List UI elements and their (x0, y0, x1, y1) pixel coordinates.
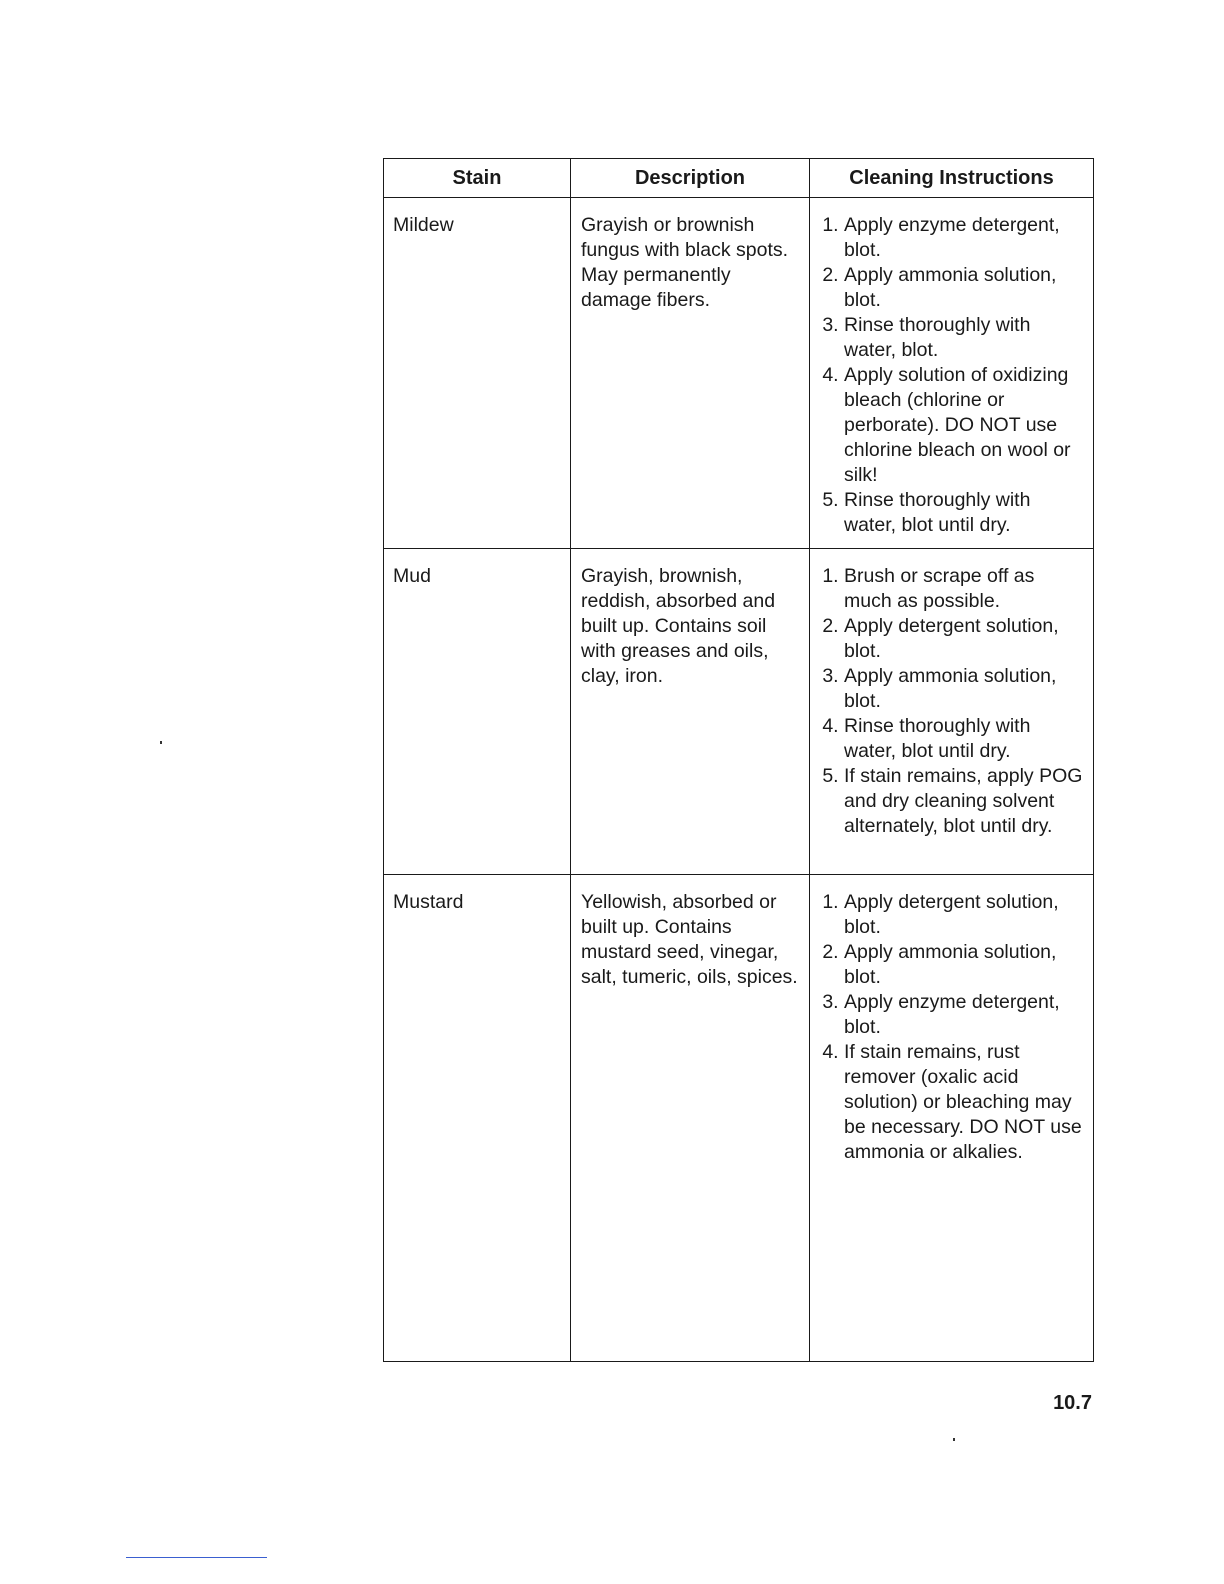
stain-name: Mildew (384, 198, 571, 549)
instruction-list (819, 890, 1085, 1165)
instruction-step: 2. Apply ammonia solution, blot. (844, 263, 1085, 313)
scan-speck (953, 1438, 955, 1441)
cleaning-instructions (810, 198, 1094, 549)
instruction-step: 3. Apply enzyme detergent, blot. (844, 990, 1085, 1040)
instruction-step: 3. Apply ammonia solution, blot. (844, 664, 1085, 714)
stain-table (383, 158, 1094, 1362)
stain-name: Mustard (384, 875, 571, 1362)
column-header-description: Description (571, 159, 810, 198)
stain-name: Mud (384, 549, 571, 875)
footer-rule (126, 1557, 267, 1558)
page-number: 10.7 (1053, 1392, 1092, 1414)
stain-description: Grayish, brownish, reddish, absorbed and built up. Contains soil with greases and oils, clay, iron. (571, 549, 810, 875)
instruction-step: 1. Apply detergent solution, blot. (844, 890, 1085, 940)
stain-description: Yellowish, absorbed or built up. Contains mustard seed, vinegar, salt, tumeric, oils, spices. (571, 875, 810, 1362)
instruction-step: 4. If stain remains, rust remover (oxalic acid solution) or bleaching may be necessary. DO NOT use ammonia or alkalies. (844, 1040, 1085, 1165)
stain-description: Grayish or brownish fungus with black spots. May permanently damage fibers. (571, 198, 810, 549)
instruction-list (819, 213, 1085, 538)
instruction-step: 1. Brush or scrape off as much as possible. (844, 564, 1085, 614)
cleaning-instructions (810, 549, 1094, 875)
instruction-step: 2. Apply ammonia solution, blot. (844, 940, 1085, 990)
instruction-step: 5. If stain remains, apply POG and dry cleaning solvent alternately, blot until dry. (844, 764, 1085, 839)
instruction-step: 2. Apply detergent solution, blot. (844, 614, 1085, 664)
instruction-step: 4. Apply solution of oxidizing bleach (chlorine or perborate). DO NOT use chlorine bleach on wool or silk! (844, 363, 1085, 488)
instruction-step: 4. Rinse thoroughly with water, blot until dry. (844, 714, 1085, 764)
table-row (384, 875, 1094, 1362)
instruction-step: 3. Rinse thoroughly with water, blot. (844, 313, 1085, 363)
table-row (384, 198, 1094, 549)
column-header-cleaning-instructions: Cleaning Instructions (810, 159, 1094, 198)
scan-speck (160, 741, 162, 744)
table-row (384, 549, 1094, 875)
table-header-row (384, 159, 1094, 198)
instruction-list (819, 564, 1085, 839)
instruction-step: 1. Apply enzyme detergent, blot. (844, 213, 1085, 263)
instruction-step: 5. Rinse thoroughly with water, blot until dry. (844, 488, 1085, 538)
cleaning-instructions (810, 875, 1094, 1362)
column-header-stain: Stain (384, 159, 571, 198)
